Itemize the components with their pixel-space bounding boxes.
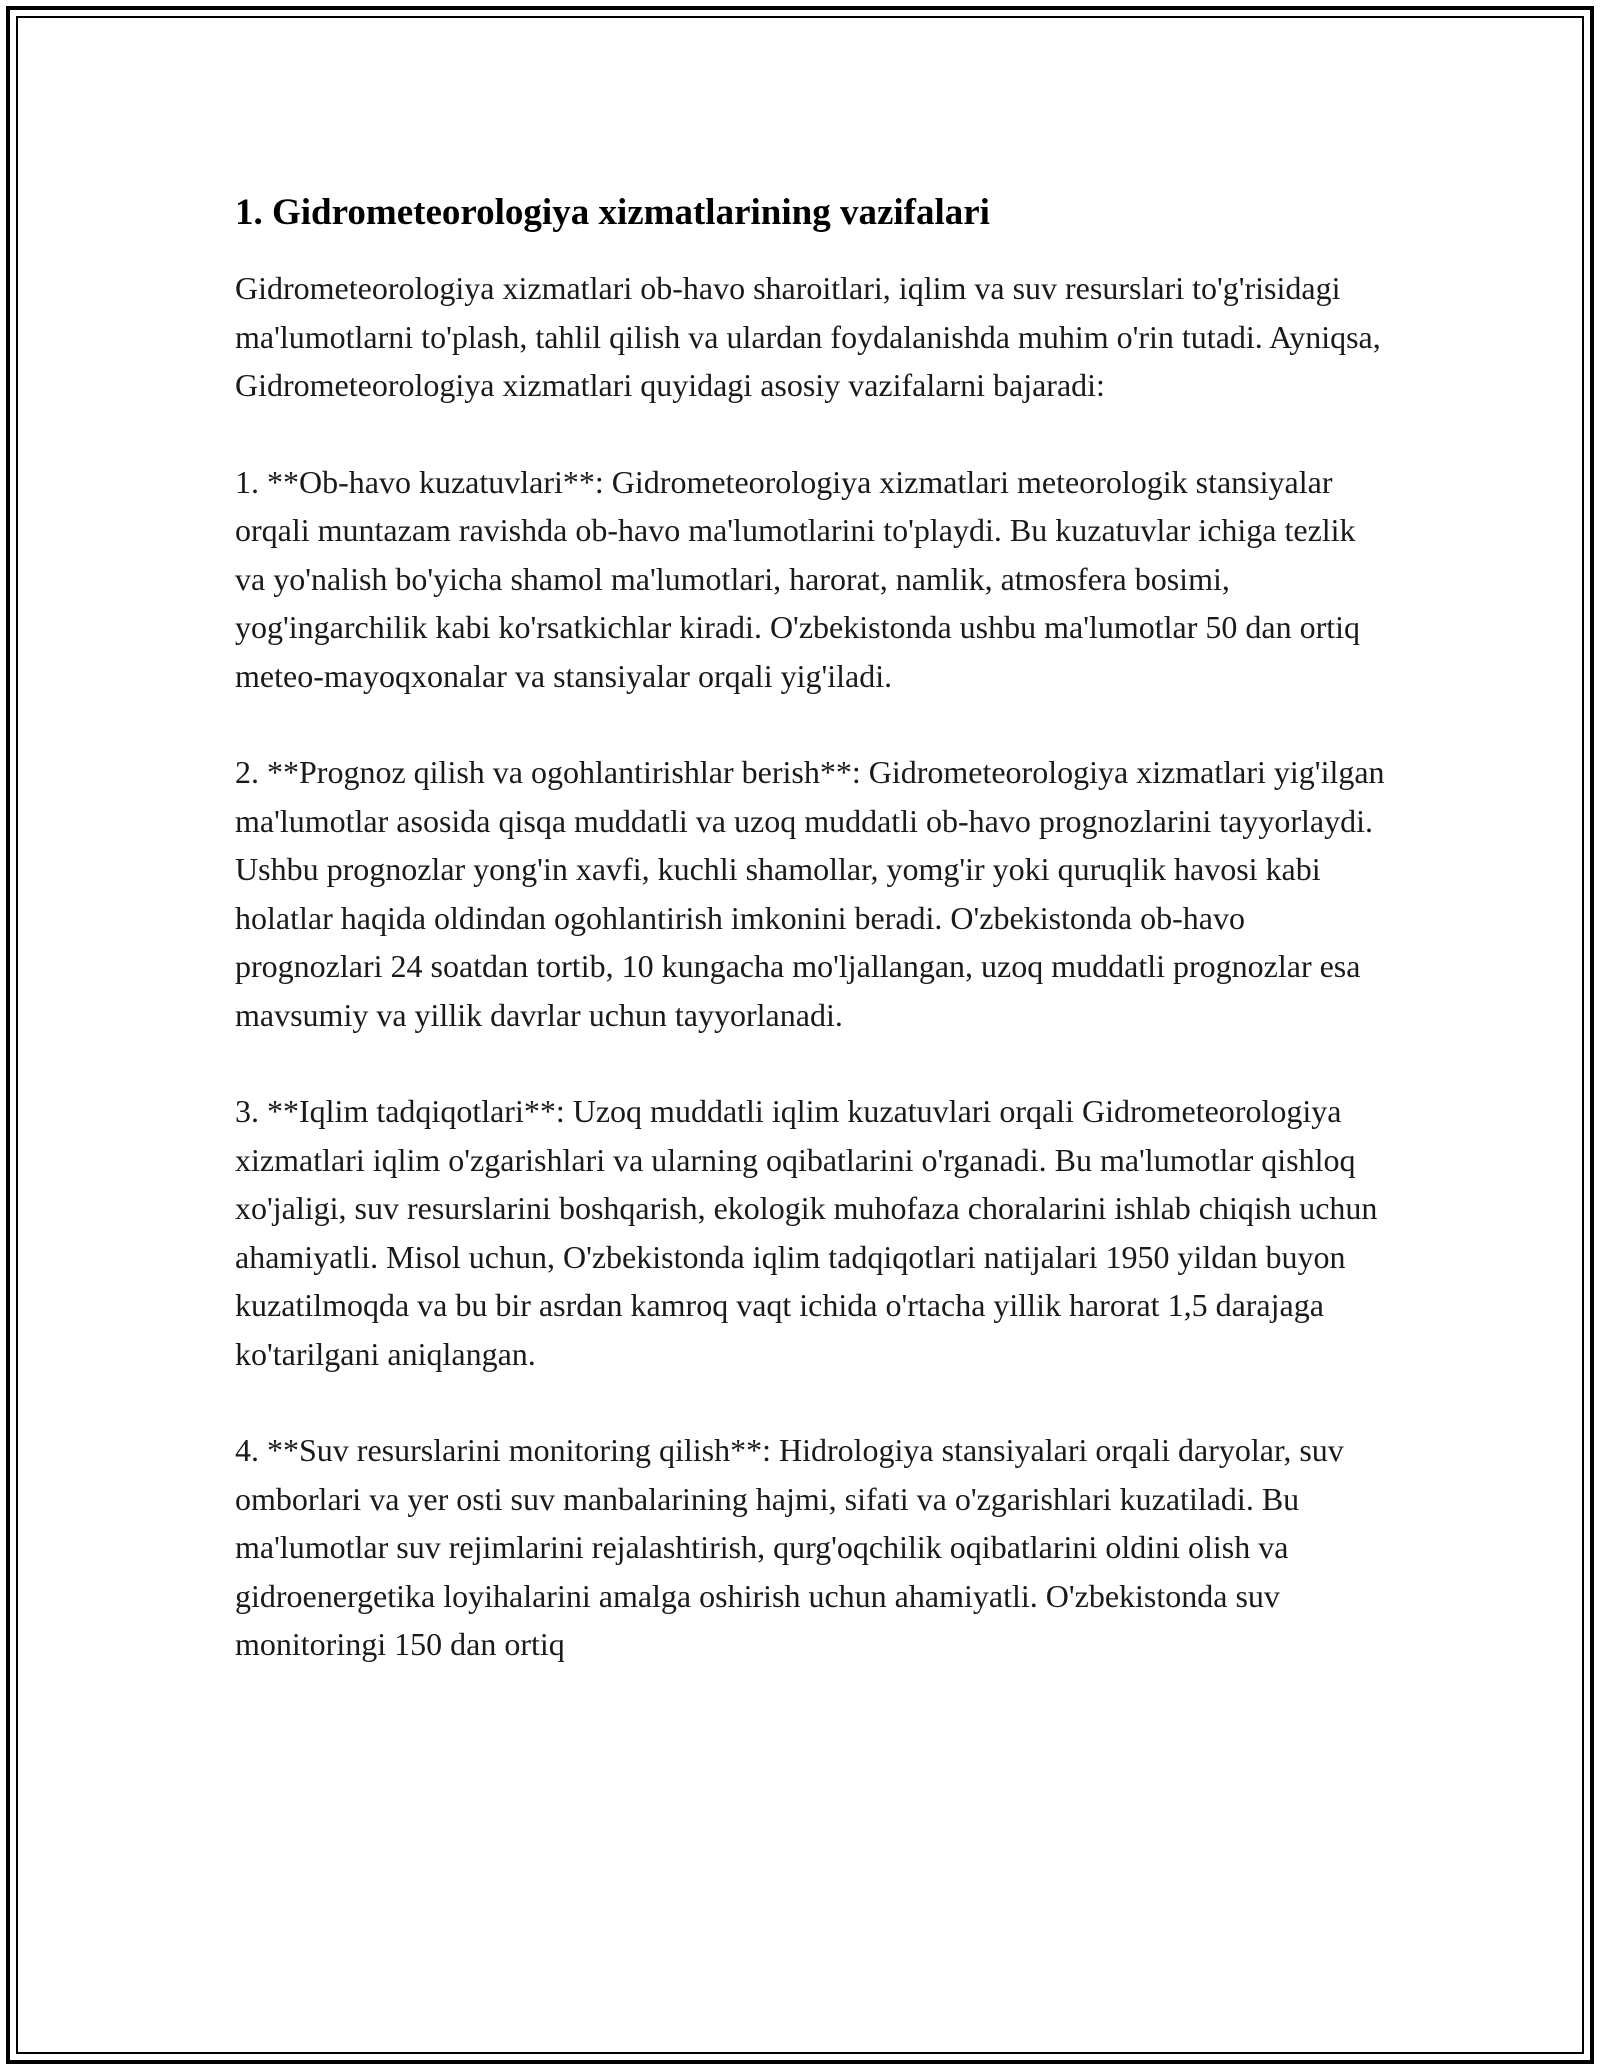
document-body — [235, 188, 1385, 1717]
paragraph-forecasting: 2. **Prognoz qilish va ogohlantirishlar berish**: Gidrometeorologiya xizmatlari yig'ilgan ma'lumotlar asosida qisqa muddatli va uzoq muddatli ob-havo prognozlarini tayyorlaydi. Ushbu prognozlar yong'in xavfi, kuchli shamollar, yomg'ir yoki quruqlik havosi kabi holatlar haqida oldindan ogohlantirish imkonini beradi. O'zbekistonda ob-havo prognozlari 24 soatdan tortib, 10 kungacha mo'ljallangan, uzoq muddatli prognozlar esa mavsumiy va yillik davrlar uchun tayyorlanadi. — [235, 754, 1385, 1033]
section-title: 1. Gidrometeorologiya xizmatlarining vazifalari — [235, 192, 990, 233]
paragraph-climate-research: 3. **Iqlim tadqiqotlari**: Uzoq muddatli iqlim kuzatuvlari orqali Gidrometeorologiya xizmatlari iqlim o'zgarishlari va ularning oqibatlarini o'rganadi. Bu ma'lumotlar qishloq xo'jaligi, suv resurslarini boshqarish, ekologik muhofaza choralarini ishlab chiqish uchun ahamiyatli. Misol uchun, O'zbekistonda iqlim tadqiqotlari natijalari 1950 yildan buyon kuzatilmoqda va bu bir asrdan kamroq vaqt ichida o'rtacha yillik harorat 1,5 darajaga ko'tarilgani aniqlangan. — [235, 1093, 1378, 1372]
paragraph-water-monitoring: 4. **Suv resurslarini monitoring qilish**: Hidrologiya stansiyalari orqali daryolar, suv omborlari va yer osti suv manbalarining hajmi, sifati va o'zgarishlari kuzatiladi. Bu ma'lumotlar suv rejimlarini rejalashtirish, qurg'oqchilik oqibatlarini oldini olish va gidroenergetika loyihalarini amalga oshirish uchun ahamiyatli. O'zbekistonda suv monitoringi 150 dan ortiq — [235, 1432, 1344, 1662]
intro-paragraph: Gidrometeorologiya xizmatlari ob-havo sharoitlari, iqlim va suv resurslari to'g'risidagi ma'lumotlarni to'plash, tahlil qilish va ulardan foydalanishda muhim o'rin tutadi. Ayniqsa, Gidrometeorologiya xizmatlari quyidagi asosiy vazifalarni bajaradi: — [235, 270, 1381, 403]
paragraph-weather-observations: 1. **Ob-havo kuzatuvlari**: Gidrometeorologiya xizmatlari meteorologik stansiyalar orqali muntazam ravishda ob-havo ma'lumotlarini to'playdi. Bu kuzatuvlar ichiga tezlik va yo'nalish bo'yicha shamol ma'lumotlari, harorat, namlik, atmosfera bosimi, yog'ingarchilik kabi ko'rsatkichlar kiradi. O'zbekistonda ushbu ma'lumotlar 50 dan ortiq meteo-mayoqxonalar va stansiyalar orqali yig'iladi. — [235, 463, 1361, 694]
